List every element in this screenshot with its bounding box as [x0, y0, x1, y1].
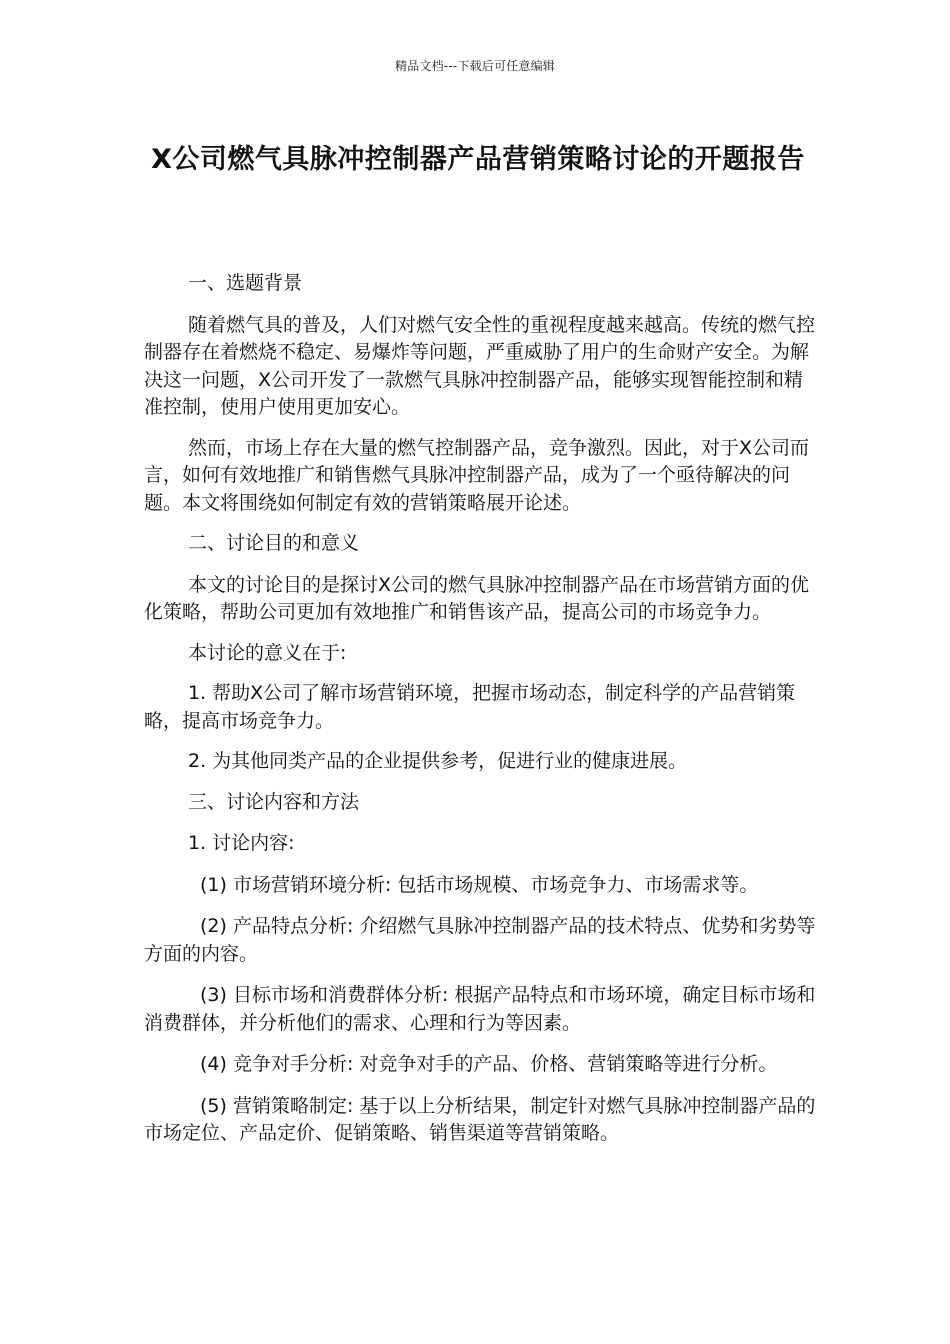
document-title: X公司燃气具脉冲控制器产品营销策略讨论的开题报告: [151, 144, 805, 175]
section-heading-purpose: 二、讨论目的和意义: [188, 532, 360, 554]
document-body: [144, 270, 820, 1162]
paragraph-background-2: 然而，市场上存在大量的燃气控制器产品，竞争激烈。因此，对于X公司而言，如何有效地推广和销售燃气具脉冲控制器产品，成为了一个亟待解决的问题。本文将围绕如何制定有效的营销策略展开论述。: [144, 436, 810, 514]
paragraph-purpose-2: 本讨论的意义在于:: [188, 641, 347, 664]
list-item-content-1: (1) 市场营销环境分析: 包括市场规模、市场竞争力、市场需求等。: [200, 873, 759, 896]
list-item-significance-1: 1. 帮助X公司了解市场营销环境，把握市场动态，制定科学的产品营销策略，提高市场竞争力。: [144, 682, 796, 732]
list-item-content-4: (4) 竞争对手分析: 对竞争对手的产品、价格、营销策略等进行分析。: [200, 1053, 778, 1075]
subheading-research-content: 1. 讨论内容:: [188, 832, 295, 854]
list-item-content-5: (5) 营销策略制定: 基于以上分析结果，制定针对燃气具脉冲控制器产品的 市场定位、产品定价、促销策略、销售渠道等营销策略。: [144, 1094, 816, 1144]
section-heading-background: 一、选题背景: [188, 272, 303, 294]
paragraph-background-1: 随着燃气具的普及，人们对燃气安全性的重视程度越来越高。传统的燃气控制器存在着燃烧不稳定、易爆炸等问题，严重威胁了用户的生命财产安全。为解决这一问题，X公司开发了一款燃气具脉冲控制器产品，能够实现智能控制和精准控制，使用户使用更加安心。: [144, 313, 816, 418]
paragraph-purpose-1: 本文的讨论目的是探讨X公司的燃气具脉冲控制器产品在市场营销方面的优化策略，帮助公司更加有效地推广和销售该产品，提高公司的市场竞争力。: [144, 573, 810, 623]
list-item-content-3: (3) 目标市场和消费群体分析: 根据产品特点和市场环境，确定目标市场和消费群体，并分析他们的需求、心理和行为等因素。: [144, 984, 816, 1034]
section-heading-content-methods: 三、讨论内容和方法: [188, 790, 360, 813]
list-item-content-2: (2) 产品特点分析: 介绍燃气具脉冲控制器产品的技术特点、优势和劣势等方面的内容。: [144, 915, 816, 965]
list-item-significance-2: 2. 为其他同类产品的企业提供参考，促进行业的健康进展。: [188, 750, 688, 772]
page-header: 精品文档---下载后可任意编辑: [395, 59, 555, 73]
